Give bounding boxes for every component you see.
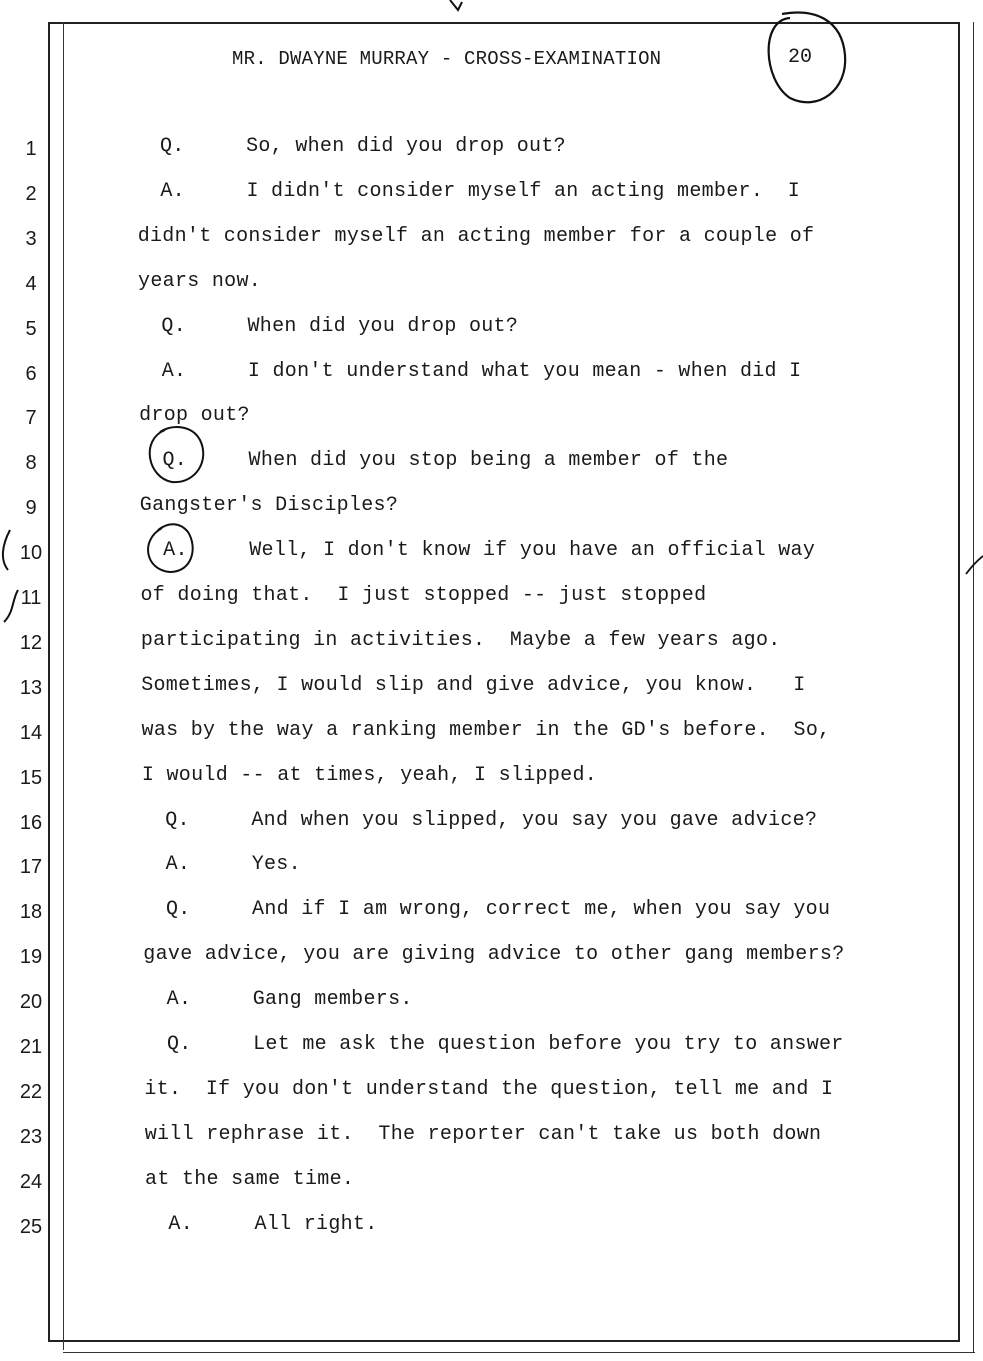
line-number: 12: [19, 631, 43, 654]
page-border-right: [958, 22, 960, 1340]
line-number: 18: [19, 901, 43, 924]
line-number: 1: [25, 138, 37, 160]
transcript-line: A. Well, I don't know if you have an official way: [163, 539, 816, 563]
transcript-line: Q. When did you stop being a member of the: [162, 449, 729, 473]
page-inner-border-bottom: [63, 1352, 975, 1353]
line-number: 9: [25, 497, 37, 520]
transcript-line: A. All right.: [168, 1212, 378, 1236]
line-number: 25: [19, 1215, 43, 1238]
line-number: 15: [19, 766, 43, 789]
transcript-line: gave advice, you are giving advice to other gang members?: [143, 943, 845, 967]
line-number: 17: [19, 856, 43, 879]
line-number: 8: [25, 452, 37, 475]
transcript-line: participating in activities. Maybe a few years ago.: [140, 628, 781, 652]
margin-mark-right: [966, 556, 983, 574]
line-number: 20: [19, 991, 43, 1014]
line-number: 24: [19, 1170, 43, 1193]
transcript-line: it. If you don't understand the question, tell me and I: [144, 1077, 834, 1101]
page-border-left: [48, 22, 50, 1340]
transcript-line: Q. So, when did you drop out?: [160, 135, 566, 158]
line-number: 2: [25, 182, 37, 205]
line-number: 7: [25, 407, 37, 430]
line-number: 14: [19, 721, 43, 744]
transcript-line: Gangster's Disciples?: [139, 494, 399, 518]
page-border-top: [48, 22, 958, 24]
transcript-line: at the same time.: [145, 1167, 355, 1191]
transcript-line: years now.: [138, 269, 262, 293]
line-number: 6: [25, 362, 37, 385]
page-inner-border-right: [973, 22, 974, 1352]
transcript-line: Q. Let me ask the question before you try to answer: [167, 1033, 844, 1056]
line-number: 19: [19, 946, 43, 969]
transcript-line: Q. When did you drop out?: [161, 314, 519, 338]
transcript-line: will rephrase it. The reporter can't take us both down: [144, 1122, 822, 1146]
transcript-line: A. I don't understand what you mean - when did I: [161, 359, 802, 383]
page-number: 20: [788, 46, 813, 69]
line-number: 5: [25, 317, 37, 340]
transcript-line: didn't consider myself an acting member for a couple of: [137, 224, 815, 248]
page-inner-border-left: [63, 22, 64, 1350]
line-number: 11: [20, 587, 42, 609]
transcript-line: Sometimes, I would slip and give advice, you know. I: [141, 673, 806, 697]
transcript-line: A. Gang members.: [166, 988, 413, 1012]
top-stray-mark: [450, 0, 462, 10]
line-number: 21: [19, 1036, 43, 1058]
transcript-line: Q. And when you slipped, you say you gave advice?: [165, 808, 818, 832]
line-number: 16: [19, 811, 43, 834]
transcript-line: Q. And if I am wrong, correct me, when you say you: [165, 898, 831, 922]
page-title: MR. DWAYNE MURRAY - CROSS-EXAMINATION: [232, 48, 662, 70]
transcript-line: drop out?: [139, 404, 250, 428]
line-number: 23: [19, 1125, 43, 1148]
transcript-line: A. I didn't consider myself an acting member. I: [160, 179, 801, 203]
line-number: 3: [25, 227, 37, 250]
transcript-line: was by the way a ranking member in the GD's before. So,: [141, 718, 831, 742]
line-number: 13: [19, 676, 43, 699]
transcript-line: A. Yes.: [165, 853, 301, 877]
line-number: 4: [25, 272, 37, 295]
transcript-line: I would -- at times, yeah, I slipped.: [141, 763, 598, 787]
line-number: 22: [19, 1080, 43, 1103]
line-number: 10: [19, 542, 43, 565]
page-border-bottom: [48, 1340, 960, 1342]
transcript-line: of doing that. I just stopped -- just stopped: [140, 584, 707, 607]
